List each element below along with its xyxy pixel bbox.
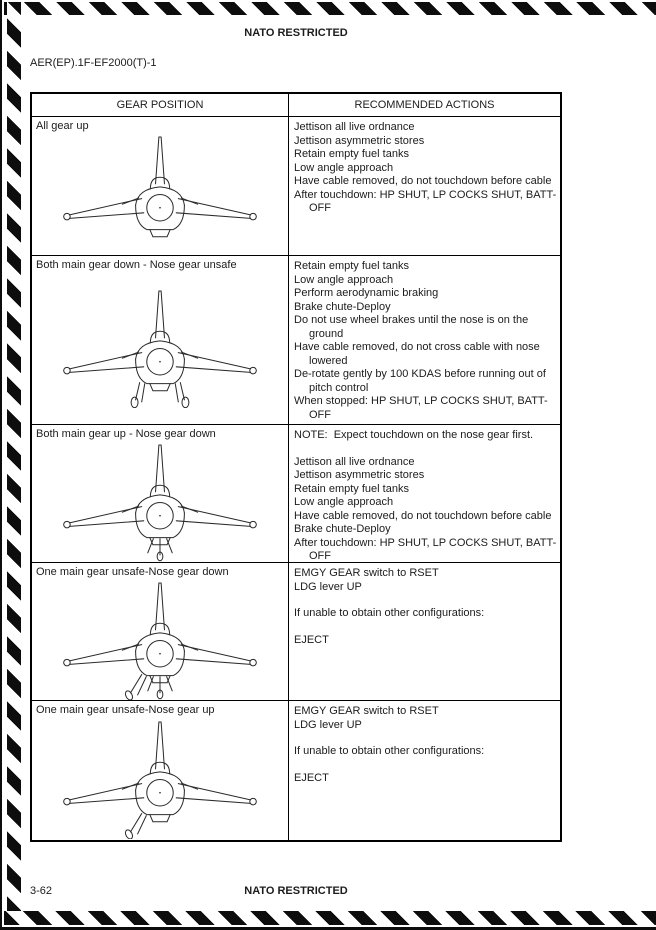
action-line: LDG lever UP (294, 718, 362, 731)
action-line: After touchdown: HP SHUT, LP COCKS SHUT, BATT-OFF (294, 188, 557, 214)
action-line: Low angle approach (294, 496, 394, 508)
classification-banner-bottom: NATO RESTRICTED (244, 885, 348, 897)
action-line: Low angle approach (294, 161, 394, 174)
action-spacer (294, 594, 557, 607)
action-line: De-rotate gently by 100 KDAS before running out of pitch control (294, 368, 549, 394)
action-spacer (294, 732, 557, 745)
action-line: EJECT (294, 771, 329, 784)
airframe (64, 445, 257, 545)
gear-position-cell (32, 256, 289, 424)
action-spacer (294, 759, 557, 772)
action-line: EJECT (294, 633, 329, 646)
main-gear-down (131, 383, 189, 408)
action-spacer (294, 621, 557, 634)
action-line: After touchdown: HP SHUT, LP COCKS SHUT, BATT-OFF (294, 536, 557, 562)
gear-position-label: All gear up (36, 120, 89, 132)
hazard-stripe-border-top (4, 2, 656, 15)
aircraft-front-view-one-main-unsafe-nose-up (58, 719, 262, 839)
action-line: Jettison all live ordnance (294, 455, 415, 468)
action-line: LDG lever UP (294, 580, 362, 593)
left-main-gear-unsafe (124, 674, 146, 699)
action-line: Have cable removed, do not touchdown before cable (294, 175, 552, 187)
aircraft-diagram-slot (32, 133, 288, 255)
airframe (64, 722, 257, 822)
action-line: Jettison asymmetric stores (294, 134, 425, 147)
airframe (64, 291, 257, 391)
airframe (64, 583, 257, 683)
action-line: If unable to obtain other configurations: (294, 745, 485, 757)
action-line: Have cable removed, do not cross cable with nose lowered (294, 341, 543, 367)
airframe (64, 137, 257, 237)
column-header-recommended-actions: RECOMMENDED ACTIONS (354, 99, 495, 111)
page-edge-line-left (0, 0, 2, 930)
gear-position-cell (32, 425, 289, 562)
hazard-stripe-border-left (7, 2, 21, 912)
recommended-actions-cell (289, 256, 560, 424)
aircraft-front-view-one-main-unsafe-nose-down (58, 580, 262, 700)
action-line: Low angle approach (294, 273, 394, 286)
action-line: Retain empty fuel tanks (294, 148, 409, 160)
aircraft-diagram-slot (32, 272, 288, 424)
recommended-actions-cell (289, 117, 560, 255)
page-number: 3-62 (30, 885, 53, 897)
column-header-gear-position: GEAR POSITION (32, 94, 289, 116)
gear-position-cell (32, 701, 289, 840)
table-row (32, 562, 560, 700)
gear-position-label: Both main gear up - Nose gear down (36, 428, 216, 440)
table-header-row (32, 94, 560, 116)
action-line: NOTE: Expect touchdown on the nose gear first. (294, 429, 534, 441)
action-spacer (294, 443, 557, 456)
classification-banner-top: NATO RESTRICTED (244, 27, 348, 39)
gear-position-cell (32, 117, 289, 255)
action-line: Perform aerodynamic braking (294, 287, 439, 299)
action-line: EMGY GEAR switch to RSET (294, 567, 439, 579)
action-line: When stopped: HP SHUT, LP COCKS SHUT, BATT-OFF (294, 395, 548, 421)
aircraft-diagram-slot (32, 579, 288, 700)
action-line: Do not use wheel brakes until the nose is on the ground (294, 314, 532, 340)
action-line: EMGY GEAR switch to RSET (294, 705, 439, 717)
action-line: Brake chute-Deploy (294, 523, 391, 535)
action-line: Have cable removed, do not touchdown before cable (294, 509, 552, 522)
action-line: Brake chute-Deploy (294, 300, 391, 313)
action-line: Jettison asymmetric stores (294, 469, 425, 481)
recommended-actions-cell (289, 425, 560, 562)
recommended-actions-cell (289, 701, 560, 840)
table-row (32, 255, 560, 424)
table-row (32, 116, 560, 255)
gear-position-label: One main gear unsafe-Nose gear down (36, 566, 229, 578)
gear-position-actions-table (30, 92, 562, 842)
hazard-stripe-border-bottom (4, 911, 656, 925)
table-row (32, 424, 560, 562)
action-line: Retain empty fuel tanks (294, 260, 409, 272)
aircraft-front-view-all-gear-up (58, 134, 262, 254)
left-main-gear-unsafe (124, 813, 146, 838)
aircraft-front-view-nose-gear-down (58, 442, 262, 562)
document-reference: AER(EP).1F-EF2000(T)-1 (30, 57, 157, 69)
gear-position-label: Both main gear down - Nose gear unsafe (36, 259, 237, 271)
recommended-actions-cell (289, 563, 560, 700)
aircraft-diagram-slot (32, 717, 288, 840)
action-line: If unable to obtain other configurations: (294, 607, 485, 619)
gear-position-label: One main gear unsafe-Nose gear up (36, 704, 215, 716)
gear-position-cell (32, 563, 289, 700)
aircraft-diagram-slot (32, 441, 288, 562)
action-line: Retain empty fuel tanks (294, 482, 409, 495)
action-line: Jettison all live ordnance (294, 121, 415, 133)
aircraft-front-view-main-gear-down (58, 288, 262, 408)
table-row (32, 700, 560, 840)
